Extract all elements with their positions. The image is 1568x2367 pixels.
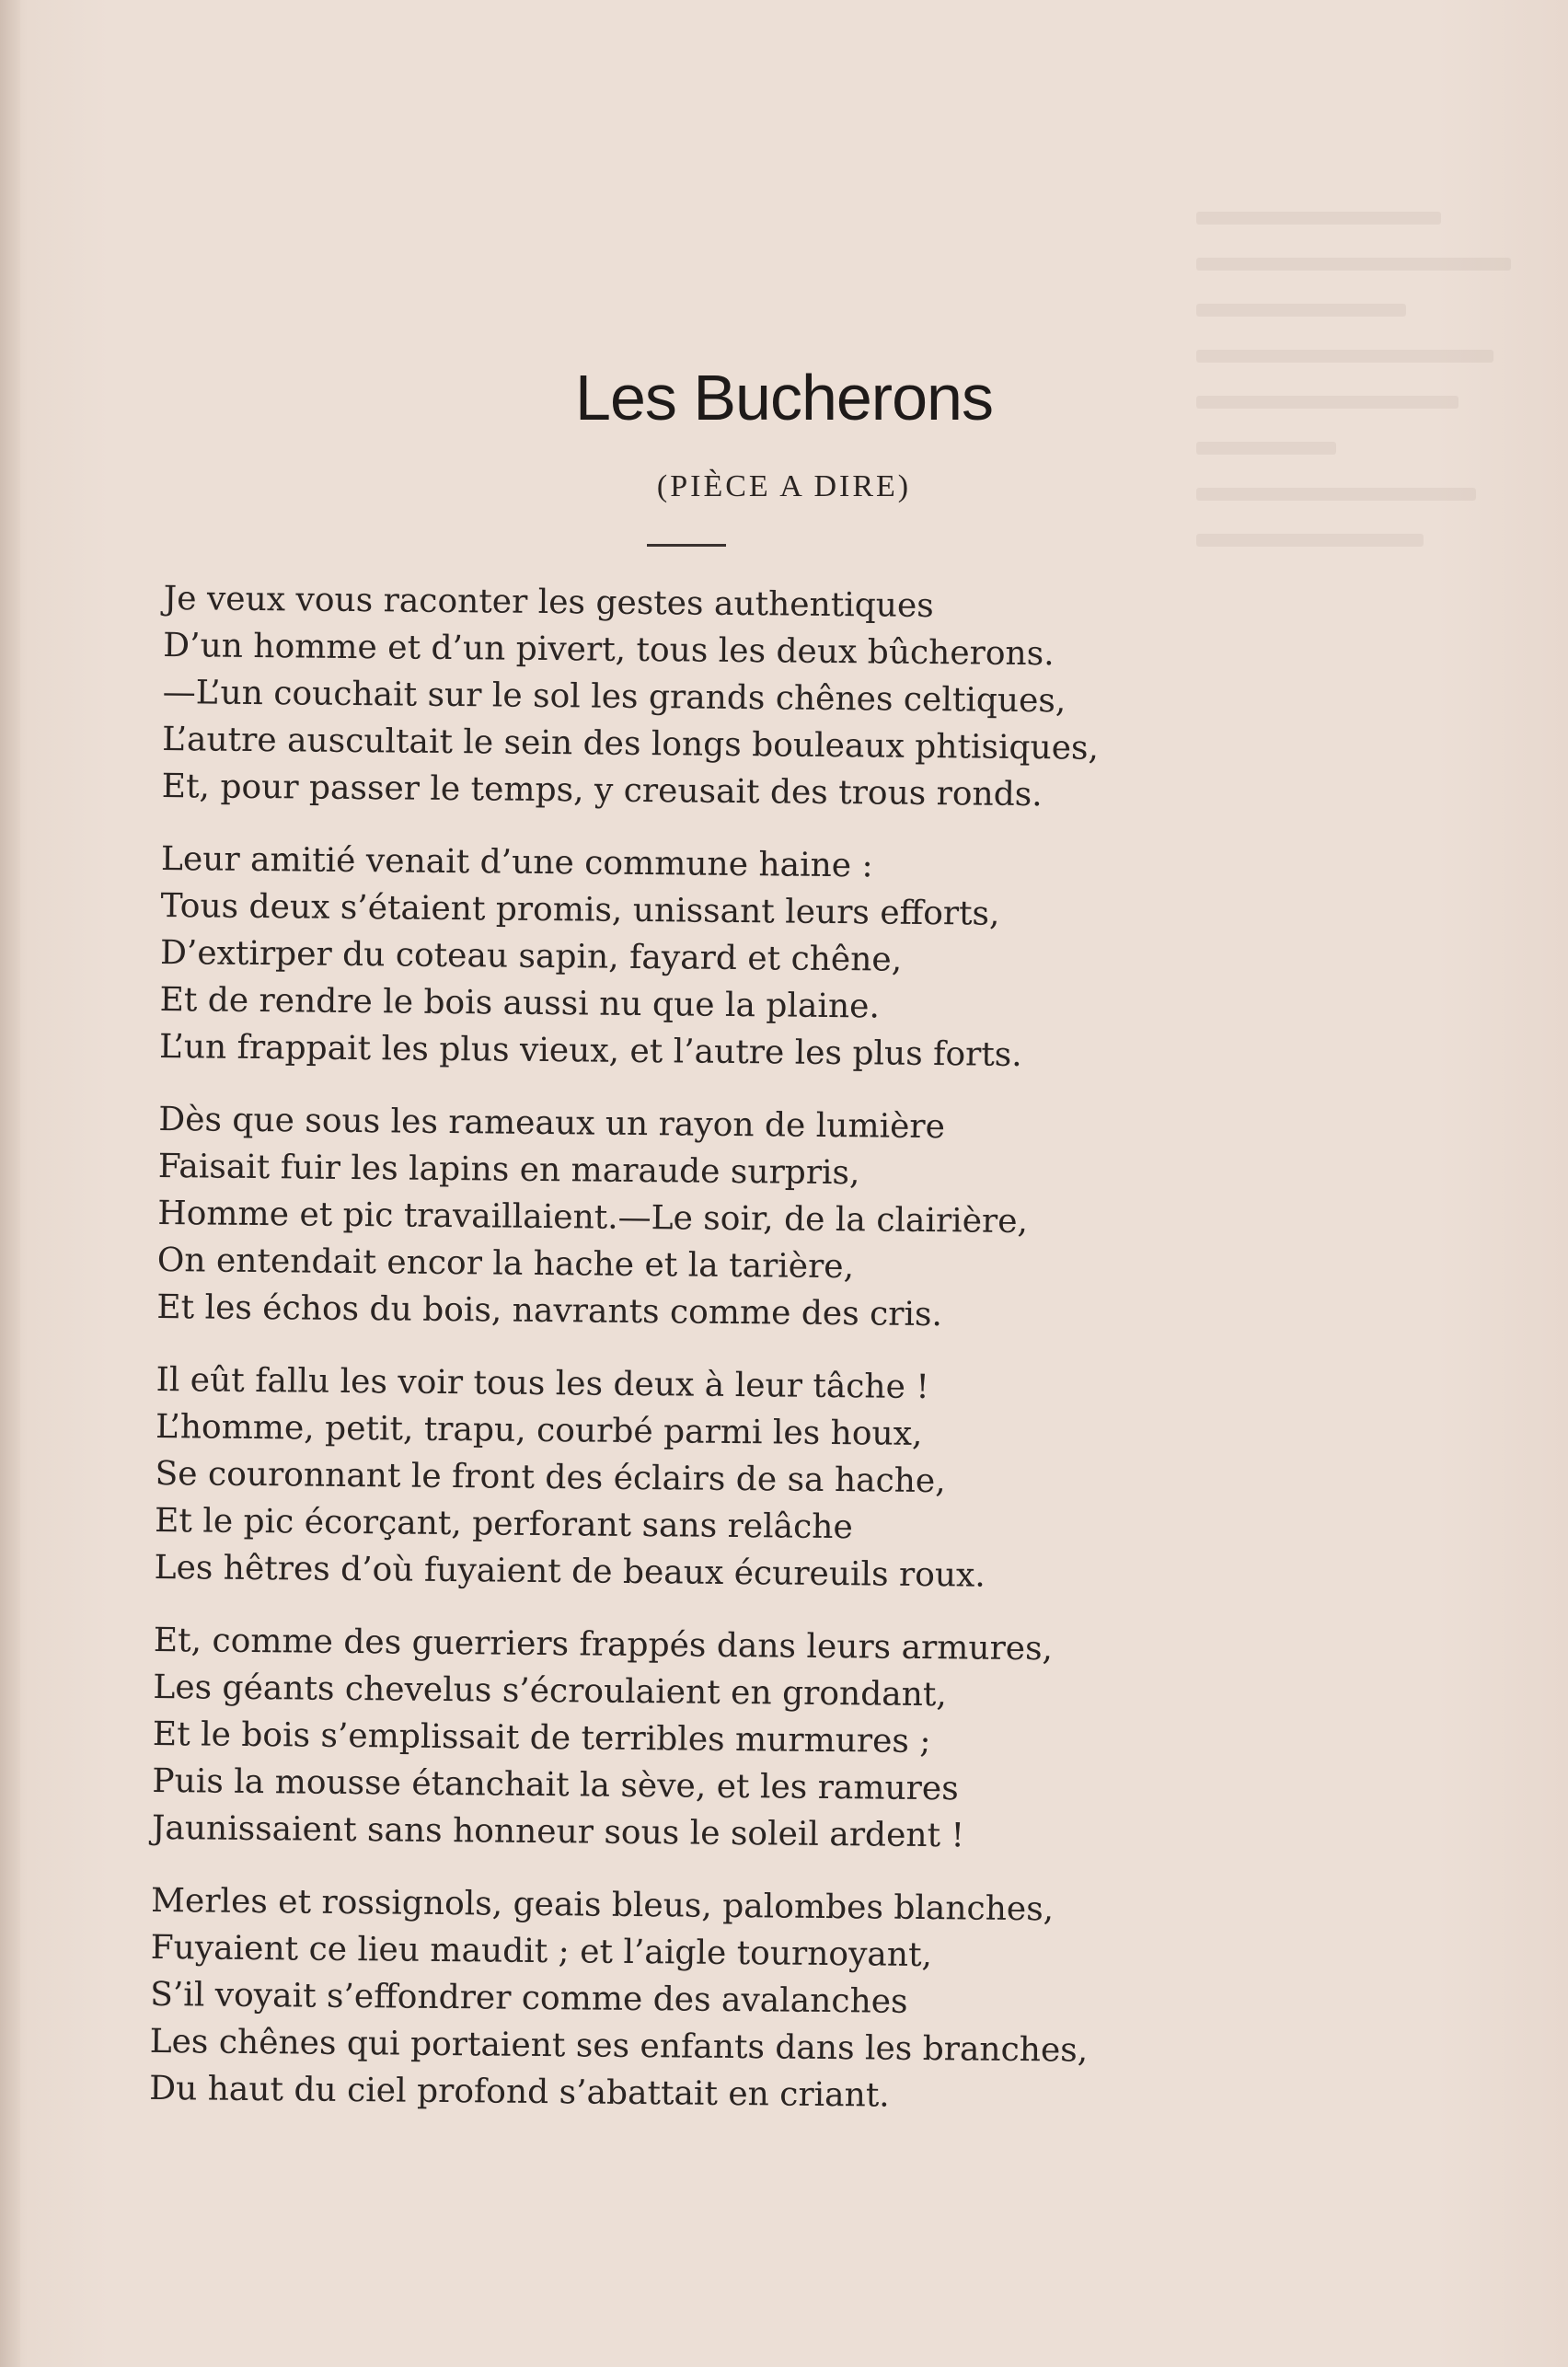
verse: Et, comme des guerriers frappés dans leurs armures, (153, 1621, 1054, 1668)
verse: Et le bois s’emplissait de terribles murmures ; (152, 1715, 931, 1761)
verse: Faisait fuir les lapins en maraude surpris, (157, 1147, 860, 1193)
stanza-5 (152, 1617, 1221, 1862)
verse: Du haut du ciel profond s’abattait en criant. (149, 2069, 890, 2115)
stanza-1 (162, 575, 1231, 820)
verse: Et le pic écorçant, perforant sans relâche (154, 1501, 853, 1547)
verse: Les chênes qui portaient ses enfants dans les branches, (149, 2022, 1089, 2070)
poem-body (149, 575, 1231, 2148)
verse: Je veux vous raconter les gestes authentiques (163, 579, 934, 626)
verse: Et les échos du bois, navrants comme des cris. (156, 1287, 943, 1334)
verse: L’homme, petit, trapu, courbé parmi les houx, (155, 1407, 923, 1453)
verse: Fuyaient ce lieu maudit ; et l’aigle tournoyant, (150, 1928, 933, 1975)
verse: Leur amitié venait d’une commune haine : (160, 839, 873, 885)
verse: Tous deux s’étaient promis, unissant leurs efforts, (160, 886, 1000, 933)
stanza-2 (159, 836, 1228, 1080)
poem-title: Les Bucherons (575, 362, 993, 433)
verse: Dès que sous les rameaux un rayon de lumière (158, 1100, 946, 1147)
verse: Se couronnant le front des éclairs de sa hache, (155, 1454, 946, 1501)
verse: Les hêtres d’où fuyaient de beaux écureuils roux. (154, 1548, 986, 1595)
stanza-4 (154, 1357, 1223, 1601)
poem-subtitle: (PIÈCE A DIRE) (656, 469, 912, 503)
verse: Les géants chevelus s’écroulaient en grondant, (153, 1668, 947, 1715)
verse: L’un frappait les plus vieux, et l’autre les plus forts. (158, 1027, 1022, 1074)
verse: Et, pour passer le temps, y creusait des trous ronds. (161, 767, 1043, 814)
verse: S’il voyait s’effondrer comme des avalanches (149, 1975, 908, 2021)
verse: Jaunissaient sans honneur sous le soleil ardent ! (151, 1808, 965, 1855)
verse: —L’un couchait sur le sol les grands chênes celtiques, (162, 673, 1066, 721)
verse: Puis la mousse étanchait la sève, et les ramures (152, 1761, 959, 1808)
verse: Il eût fallu les voir tous les deux à leur tâche ! (156, 1360, 930, 1407)
title-rule (647, 544, 726, 547)
verse: Merles et rossignols, geais bleus, palombes blanches, (150, 1881, 1055, 1929)
verse: D’un homme et d’un pivert, tous les deux bûcherons. (163, 626, 1055, 674)
page-edge (0, 0, 20, 2367)
stanza-6 (149, 1877, 1218, 2122)
verse: D’extirper du coteau sapin, fayard et chêne, (159, 933, 903, 979)
verse: On entendait encor la hache et la tarière, (156, 1241, 855, 1287)
verse: Et de rendre le bois aussi nu que la plaine. (159, 980, 881, 1026)
stanza-3 (156, 1096, 1226, 1341)
verse: Homme et pic travaillaient.—Le soir, de la clairière, (157, 1194, 1029, 1241)
verse: L’autre auscultait le sein des longs bouleaux phtisiques, (162, 720, 1100, 768)
